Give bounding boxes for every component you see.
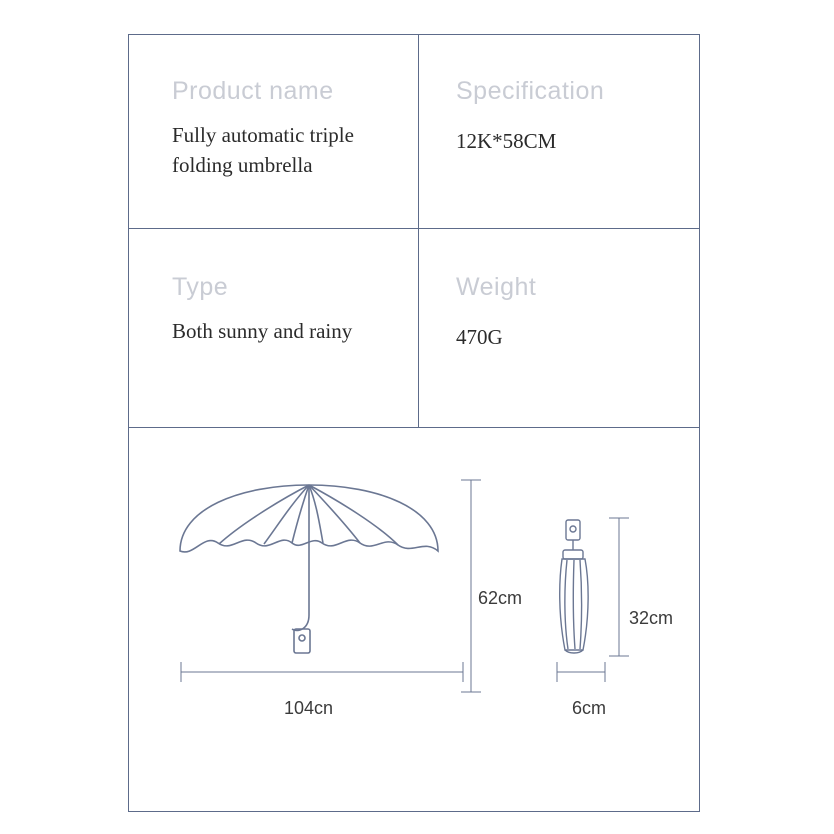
dimension-diagram	[129, 428, 699, 811]
table-divider-vertical-1	[418, 34, 419, 428]
dimension-label-open-width: 104cn	[284, 698, 334, 718]
table-divider-horizontal-1	[128, 228, 700, 229]
cell-value-weight: 470G	[456, 324, 503, 349]
umbrella-closed-icon	[549, 518, 601, 654]
dimension-label-open-height: 62cm	[478, 588, 523, 608]
dimension-label-closed-height: 32cm	[629, 608, 674, 628]
cell-label-weight: Weight	[456, 273, 537, 301]
umbrella-open-icon	[174, 483, 454, 668]
cell-label-type: Type	[172, 273, 229, 301]
table-cell-product-name	[172, 78, 408, 180]
cell-value-type: Both sunny and rainy	[172, 318, 353, 343]
cell-value-product-name: Fully automatic triple folding umbrella	[172, 122, 354, 177]
dimension-line-open-width	[177, 660, 467, 684]
cell-value-specification: 12K*58CM	[456, 128, 557, 153]
cell-label-specification: Specification	[456, 77, 605, 105]
cell-label-product-name: Product name	[172, 77, 334, 105]
dimension-line-closed-width	[553, 660, 609, 684]
dimension-line-closed-height	[607, 514, 631, 660]
table-cell-specification	[456, 78, 686, 156]
dimension-label-closed-width: 6cm	[572, 698, 607, 718]
table-cell-weight	[456, 274, 686, 352]
table-cell-type	[172, 274, 408, 346]
